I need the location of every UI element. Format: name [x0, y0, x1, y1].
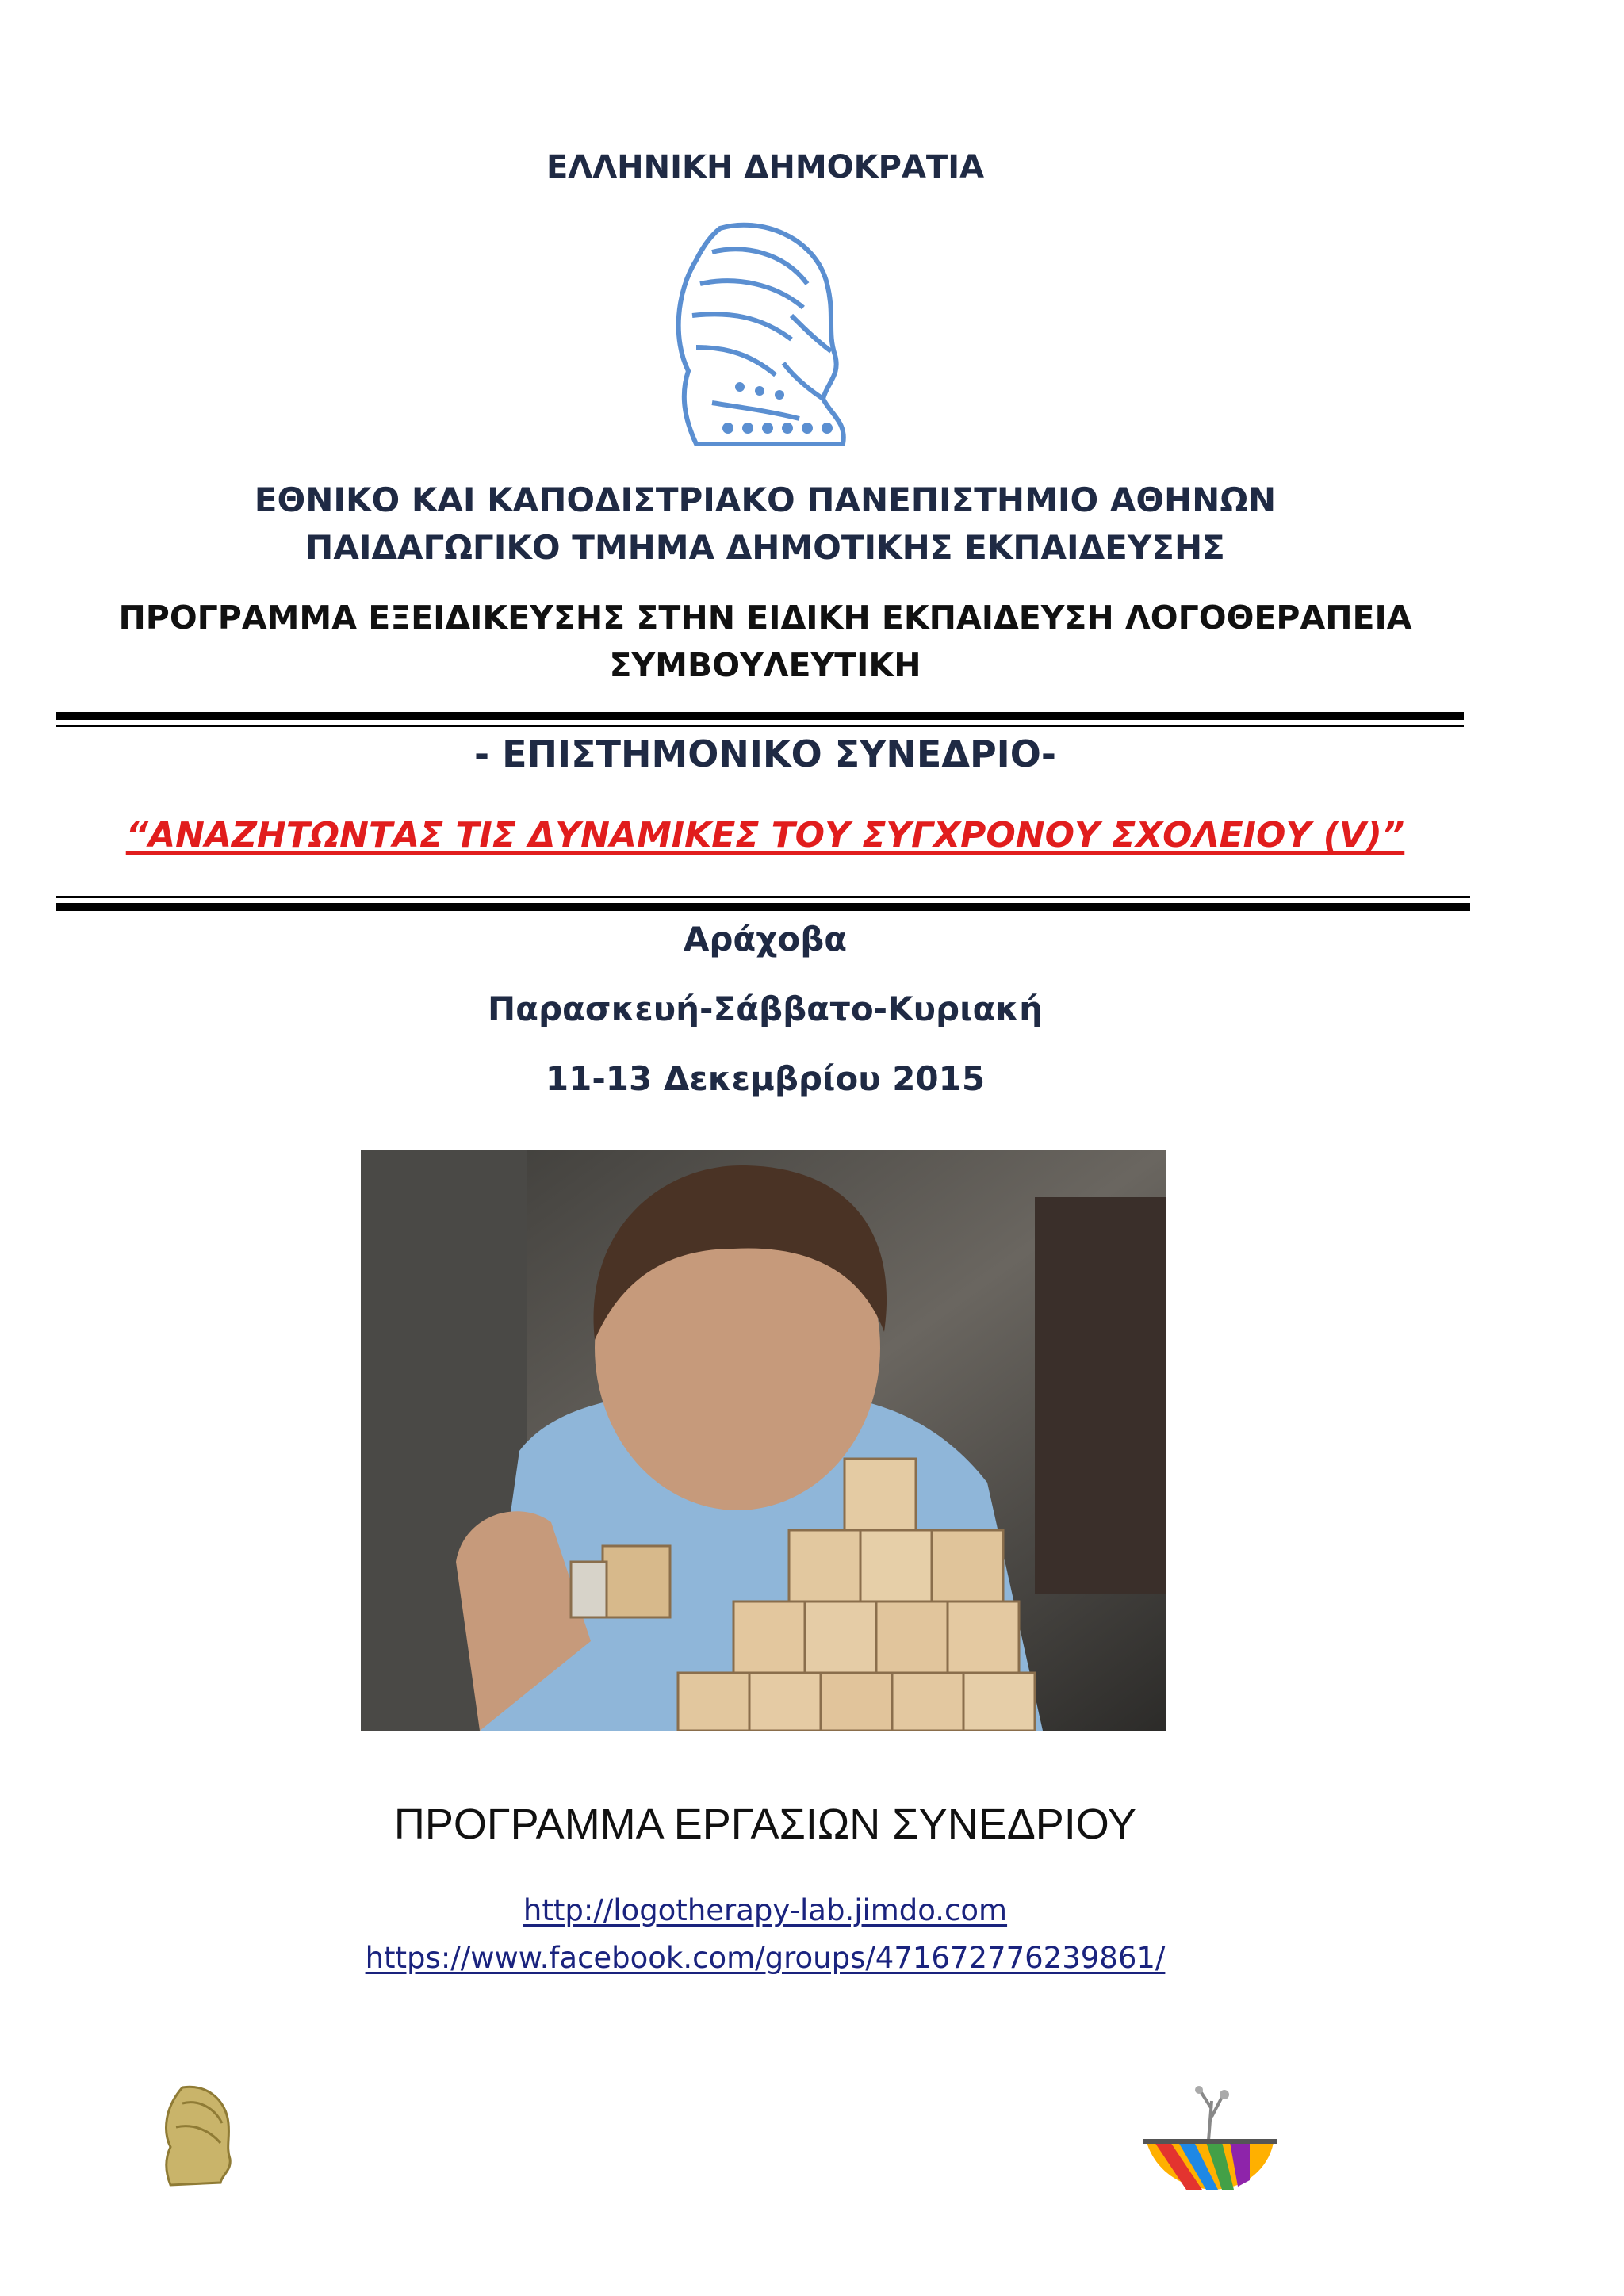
republic-heading: ΕΛΛΗΝΙΚΗ ΔΗΜΟΚΡΑΤΙΑ — [546, 149, 985, 186]
divider-rule-thick — [56, 903, 1470, 911]
conference-dates: 11-13 Δεκεμβρίου 2015 — [545, 1059, 986, 1098]
child-with-blocks-photo — [361, 1150, 1166, 1731]
divider-rule-thin — [56, 725, 1464, 727]
website-link[interactable]: http://logotherapy-lab.jimdo.com — [523, 1893, 1008, 1927]
conference-location: Αράχοβα — [683, 920, 848, 959]
divider-rule-thin — [56, 896, 1470, 898]
department-name: ΠΑΙΔΑΓΩΓΙΚΟ ΤΜΗΜΑ ΔΗΜΟΤΙΚΗΣ ΕΚΠΑΙΔΕΥΣΗΣ — [305, 528, 1225, 567]
athena-small-logo-icon — [159, 2084, 238, 2191]
logotherapy-lab-logo-icon — [1139, 2085, 1281, 2196]
athena-emblem-icon — [665, 220, 855, 450]
university-name: ΕΘΝΙΚΟ ΚΑΙ ΚΑΠΟΔΙΣΤΡΙΑΚΟ ΠΑΝΕΠΙΣΤΗΜΙΟ ΑΘΗΝΩΝ — [254, 480, 1277, 519]
conference-theme: “ΑΝΑΖΗΤΩΝΤΑΣ ΤΙΣ ΔΥΝΑΜΙΚΕΣ ΤΟΥ ΣΥΓΧΡΟΝΟΥ ΣΧΟΛΕΙΟΥ (V)” — [125, 815, 1405, 855]
conference-days: Παρασκευή-Σάββατο-Κυριακή — [487, 989, 1044, 1028]
facebook-link[interactable]: https://www.facebook.com/groups/471672776239861/ — [365, 1941, 1166, 1975]
program-line-1: ΠΡΟΓΡΑΜΜΑ ΕΞΕΙΔΙΚΕΥΣΗΣ ΣΤΗΝ ΕΙΔΙΚΗ ΕΚΠΑΙΔΕΥΣΗ ΛΟΓΟΘΕΡΑΠΕΙΑ — [118, 599, 1412, 637]
divider-rule-thick — [56, 712, 1464, 720]
main-heading: ΠΡΟΓΡΑΜΜΑ ΕΡΓΑΣΙΩΝ ΣΥΝΕΔΡΙΟΥ — [393, 1800, 1137, 1848]
conference-label: - ΕΠΙΣΤΗΜΟΝΙΚΟ ΣΥΝΕΔΡΙΟ- — [474, 733, 1056, 775]
program-line-2: ΣΥΜΒΟΥΛΕΥΤΙΚΗ — [609, 646, 921, 684]
